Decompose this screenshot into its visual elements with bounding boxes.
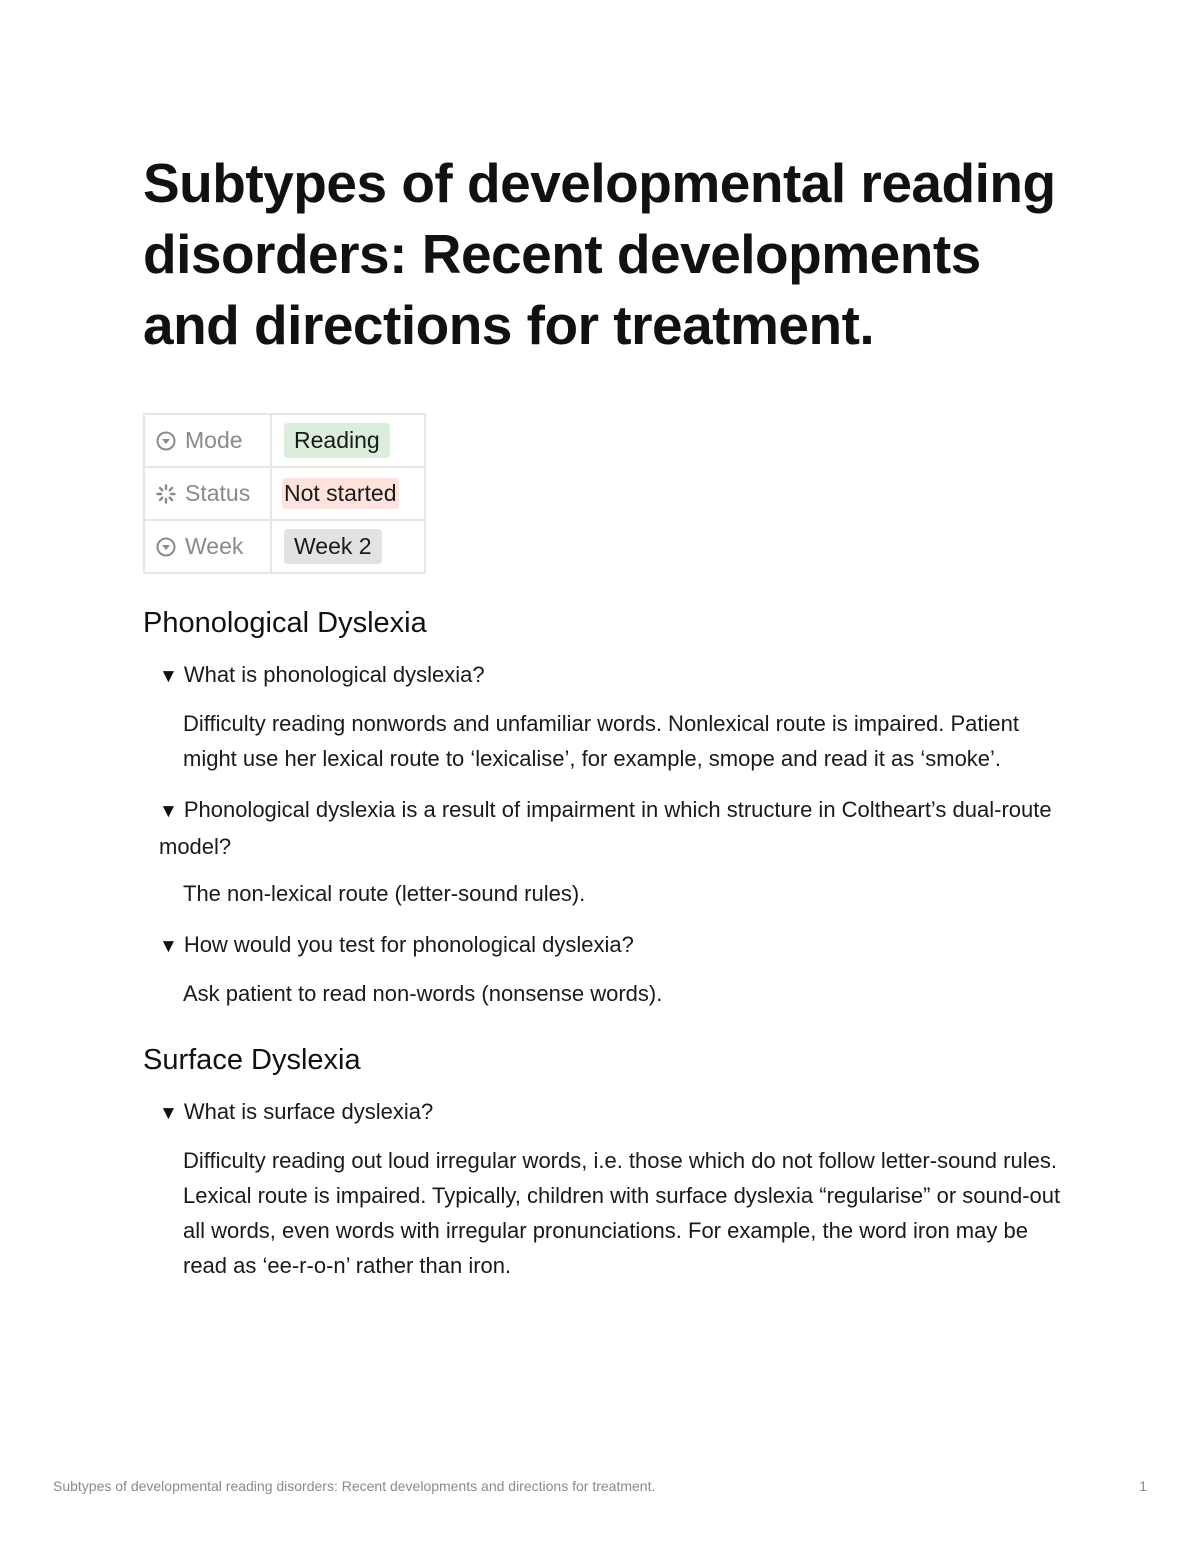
status-tag[interactable]: Not started <box>282 478 399 509</box>
property-value-cell[interactable] <box>271 414 425 467</box>
select-icon <box>155 536 177 558</box>
toggle-triangle-icon[interactable]: ▼ <box>159 1103 178 1124</box>
property-row-status <box>144 467 425 520</box>
toggle-question-text: How would you test for phonological dyslexia? <box>183 932 634 957</box>
section-heading: Surface Dyslexia <box>143 1044 361 1076</box>
toggle-question-text: What is phonological dyslexia? <box>183 662 485 687</box>
status-icon <box>155 483 177 505</box>
toggle-block <box>159 657 1073 776</box>
toggle-question[interactable] <box>159 657 1073 694</box>
property-key-cell <box>144 414 271 467</box>
toggle-block <box>159 1094 1073 1283</box>
property-key-cell <box>144 520 271 573</box>
section-heading: Phonological Dyslexia <box>143 607 427 639</box>
toggle-block <box>159 792 1073 911</box>
property-key: Status <box>185 480 251 506</box>
toggle-answer: The non-lexical route (letter-sound rules). <box>183 881 586 906</box>
select-icon <box>155 430 177 452</box>
page-content <box>143 148 1073 1283</box>
page-number: 1 <box>1139 1478 1147 1494</box>
toggle-question-text: What is surface dyslexia? <box>183 1099 434 1124</box>
toggle-question[interactable] <box>159 927 1073 964</box>
footer-title: Subtypes of developmental reading disorders: Recent developments and directions for treatment. <box>53 1478 656 1494</box>
property-key: Mode <box>185 427 243 453</box>
property-value-cell[interactable] <box>271 520 425 573</box>
toggle-answer: Difficulty reading nonwords and unfamiliar words. Nonlexical route is impaired. Patient might use her lexical route to ‘lexicalise’, for example, smope and read it as ‘smoke’. <box>183 711 1019 771</box>
property-row-mode <box>144 414 425 467</box>
page-title: Subtypes of developmental reading disorders: Recent developments and directions for treatment. <box>143 152 1056 356</box>
toggle-question-text: Phonological dyslexia is a result of impairment in which structure in Coltheart’s dual-route model? <box>159 797 1052 859</box>
toggle-question[interactable] <box>159 1094 1073 1131</box>
toggle-triangle-icon[interactable]: ▼ <box>159 801 178 822</box>
mode-tag[interactable]: Reading <box>284 423 390 458</box>
toggle-question[interactable] <box>159 792 1073 864</box>
property-key: Week <box>185 533 244 559</box>
toggle-block <box>159 927 1073 1011</box>
page-footer <box>53 1478 1147 1494</box>
toggle-triangle-icon[interactable]: ▼ <box>159 666 178 687</box>
toggle-answer: Ask patient to read non-words (nonsense words). <box>183 981 663 1006</box>
toggle-answer: Difficulty reading out loud irregular words, i.e. those which do not follow letter-sound rules. Lexical route is impaired. Typically, children with surface dyslexia “regularise” or sound-out all words, even words with irregular pronunciations. For example, the word iron may be read as ‘ee-r-o-n’ rather than iron. <box>183 1148 1061 1278</box>
property-value-cell[interactable] <box>271 467 425 520</box>
week-tag[interactable]: Week 2 <box>284 529 382 564</box>
property-row-week <box>144 520 425 573</box>
properties-table <box>143 413 426 574</box>
property-key-cell <box>144 467 271 520</box>
toggle-triangle-icon[interactable]: ▼ <box>159 936 178 957</box>
